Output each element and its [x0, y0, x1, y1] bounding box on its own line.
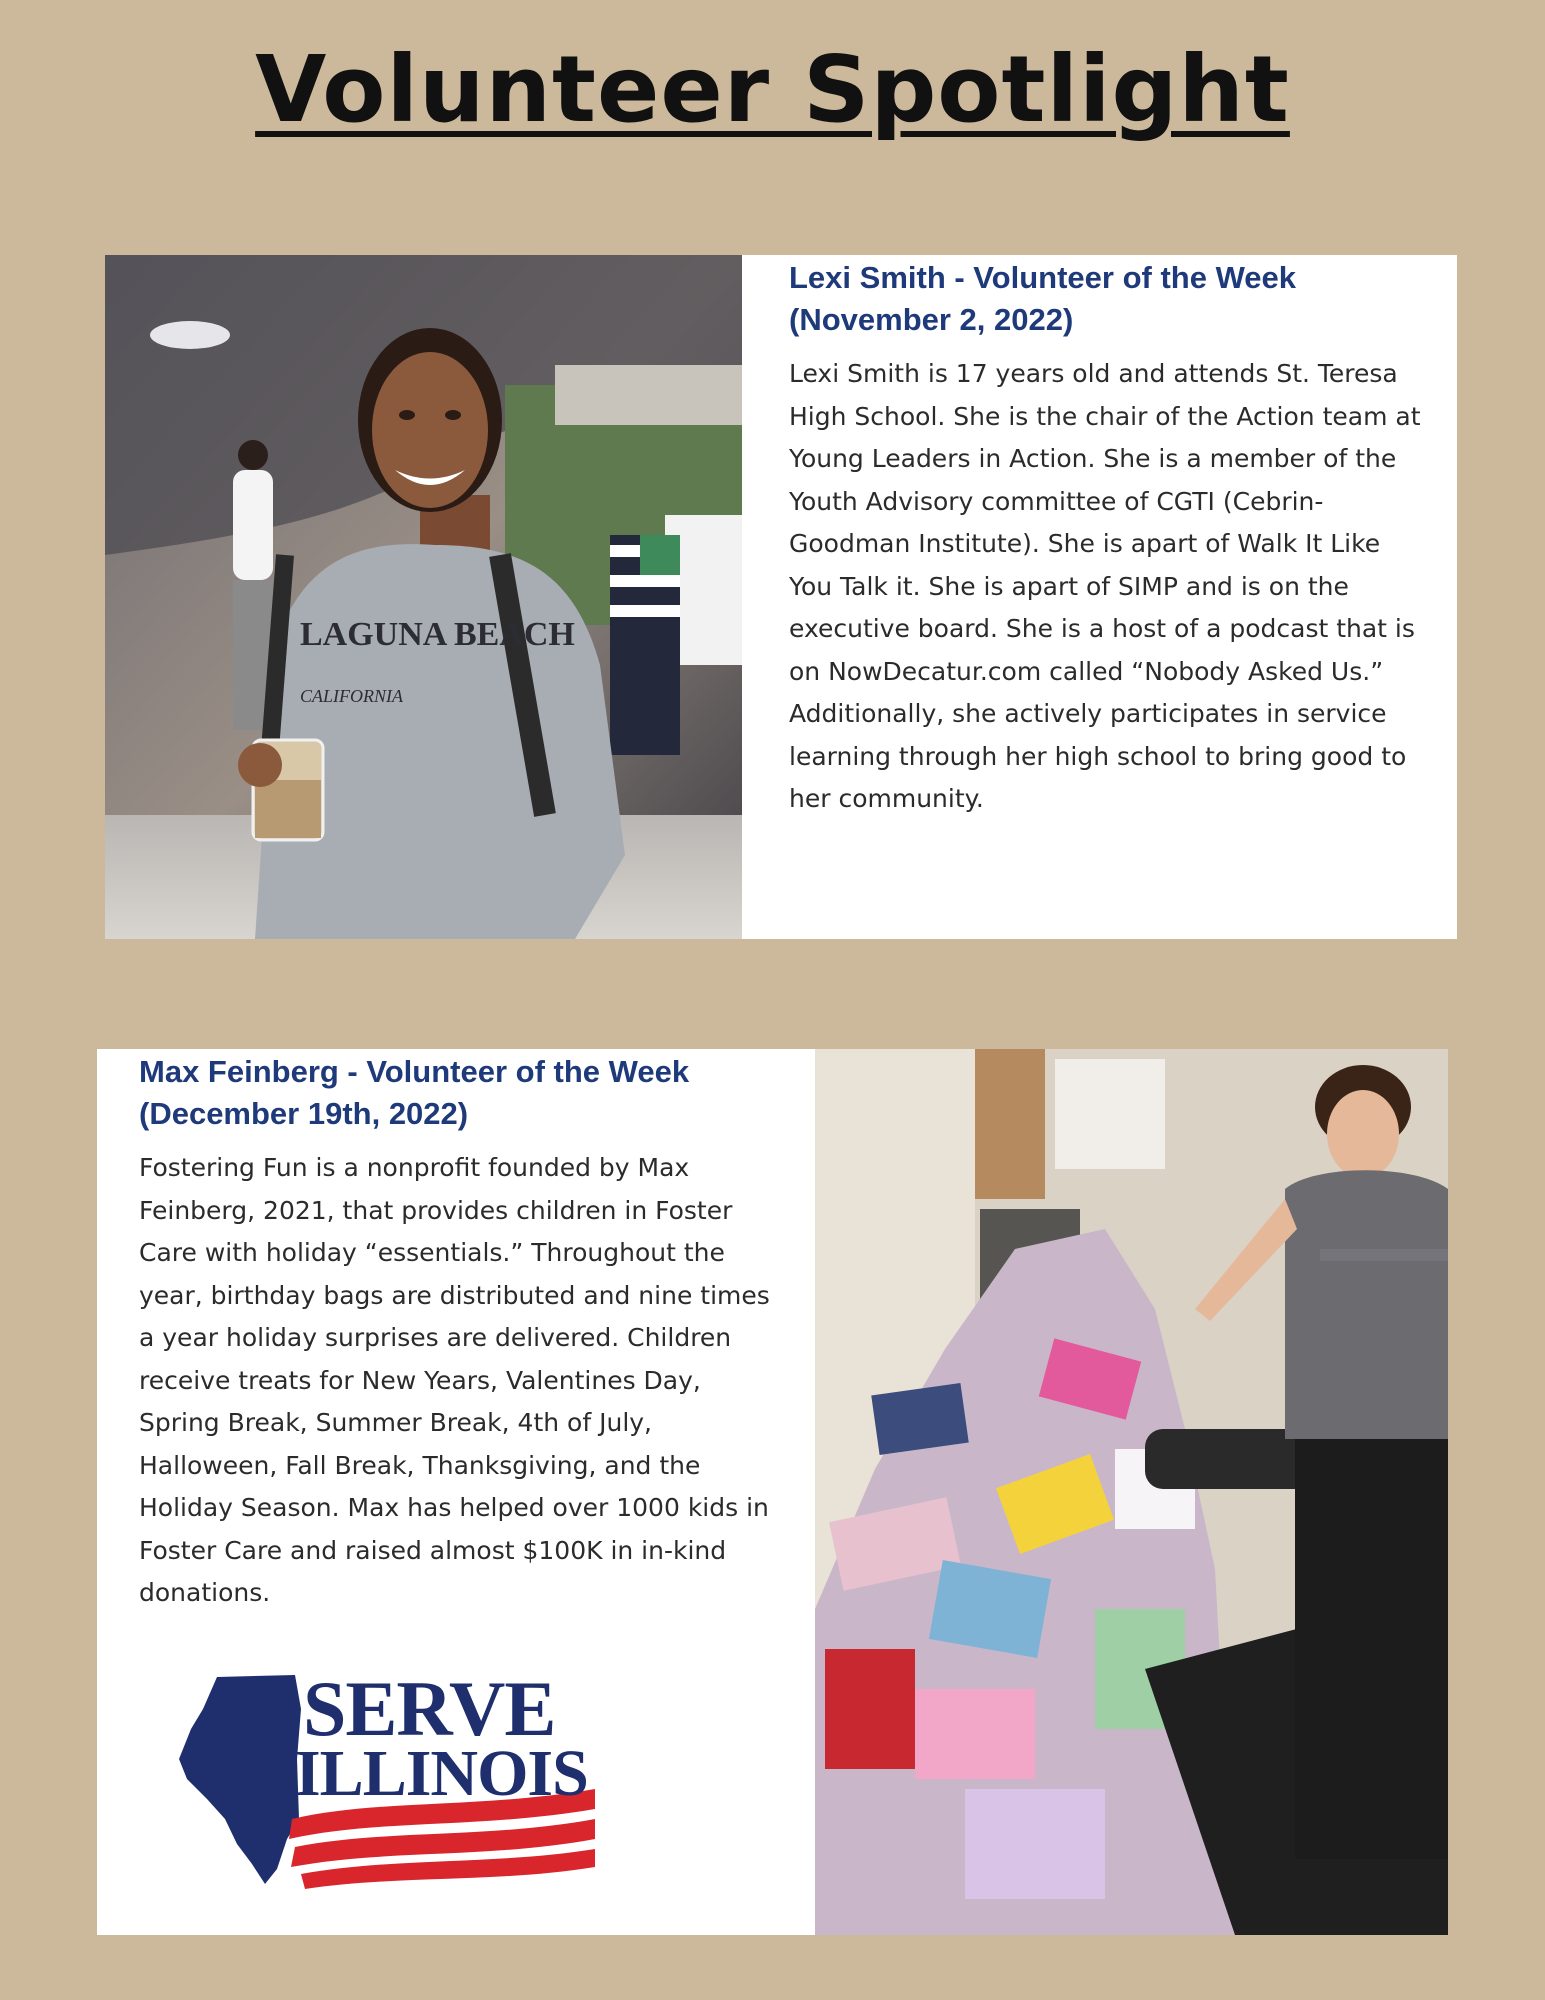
- heading-line1: Lexi Smith - Volunteer of the Week: [789, 260, 1296, 295]
- max-feinberg-bio: Fostering Fun is a nonprofit founded by Max Feinberg, 2021, that provides children in Foster Care with holiday “essentials.” Throughout the year, birthday bags are distributed and nine times a year holiday surprises are delivered. Children receive treats for New Years, Valentines Day, Spring Break, Summer Break, 4th of July, Halloween, Fall Break, Thanksgiving, and the Holiday Season. Max has helped over 1000 kids in Foster Care and raised almost $100K in in-kind donations.: [139, 1153, 770, 1607]
- lexi-smith-photo: [105, 255, 742, 939]
- serve-illinois-logo: [177, 1665, 597, 1889]
- spotlight-card-lexi-smith: [105, 255, 1457, 939]
- max-feinberg-heading: [139, 1051, 779, 1135]
- sweatshirt-text-line2: CALIFORNIA: [300, 686, 403, 706]
- lexi-smith-text: [789, 255, 1429, 821]
- logo-illinois-text: ILLINOIS: [295, 1737, 588, 1810]
- spotlight-card-max-feinberg: [97, 1049, 1448, 1935]
- max-feinberg-text: [139, 1049, 779, 1615]
- lexi-smith-bio: Lexi Smith is 17 years old and attends St. Teresa High School. She is the chair of the Action team at Young Leaders in Action. She is a member of the Youth Advisory committee of CGTI (Cebrin-Goodman Institute). She is apart of Walk It Like You Talk it. She is apart of SIMP and is on the executive board. She is a host of a podcast that is on NowDecatur.com called “Nobody Asked Us.” Additionally, she actively participates in service learning through her high school to bring good to her community.: [789, 359, 1421, 813]
- heading-line2: (November 2, 2022): [789, 302, 1074, 337]
- max-feinberg-photo: [815, 1049, 1448, 1935]
- lexi-smith-heading: [789, 257, 1429, 341]
- heading-line2: (December 19th, 2022): [139, 1096, 469, 1131]
- page-title: Volunteer Spotlight: [255, 36, 1290, 143]
- max-feinberg-photo-illustration: [815, 1049, 1448, 1935]
- logo-serve-text: SERVE: [303, 1665, 556, 1752]
- heading-line1: Max Feinberg - Volunteer of the Week: [139, 1054, 690, 1089]
- sweatshirt-text-line1: LAGUNA BEACH: [300, 616, 575, 653]
- lexi-smith-photo-illustration: [105, 255, 742, 939]
